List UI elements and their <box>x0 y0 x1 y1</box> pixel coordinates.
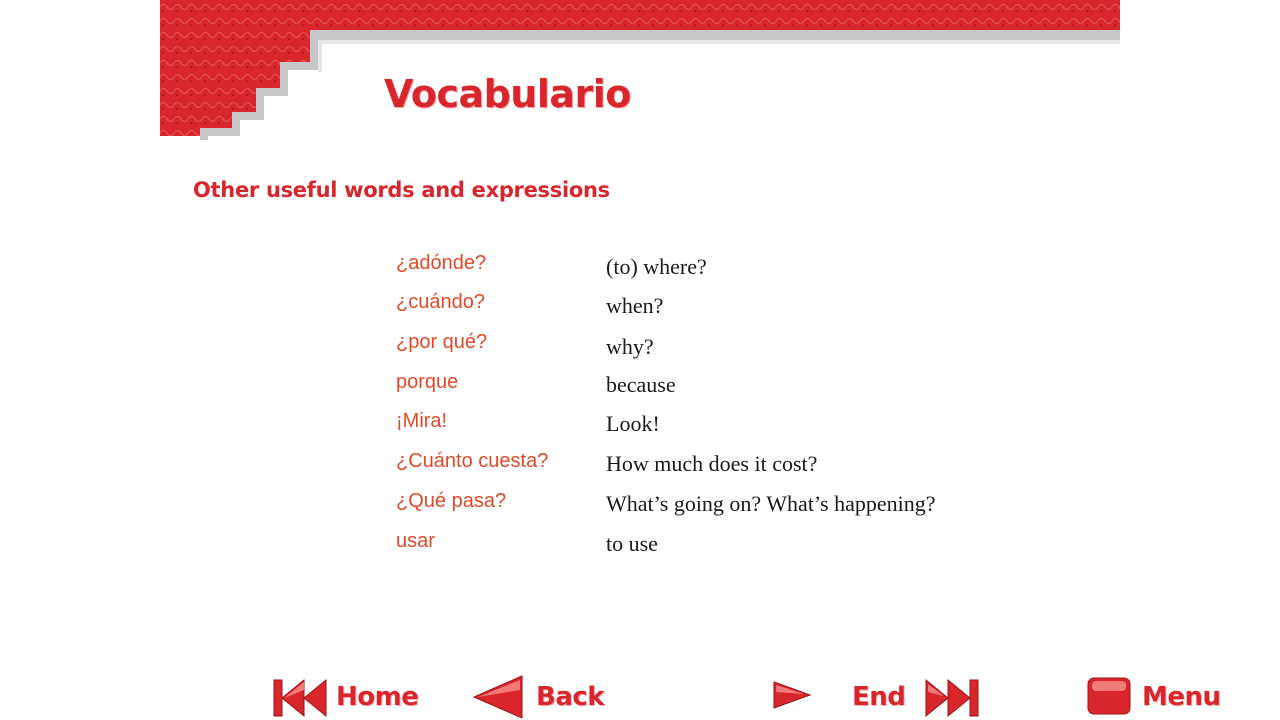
list-item <box>0 530 1280 570</box>
menu-square-icon <box>1086 676 1132 716</box>
list-item <box>0 490 1280 530</box>
spanish-term: ¿cuándo? <box>396 291 485 313</box>
back-label: Back <box>536 682 605 712</box>
spanish-term: usar <box>396 530 435 552</box>
english-translation: why? <box>606 334 654 359</box>
menu-label: Menu <box>1142 682 1221 712</box>
english-translation: because <box>606 372 676 397</box>
list-item <box>0 291 1280 331</box>
skip-back-icon <box>270 676 330 720</box>
arrow-right-icon <box>772 678 812 712</box>
english-translation: How much does it cost? <box>606 451 818 476</box>
end-button[interactable] <box>852 672 1002 720</box>
list-item <box>0 410 1280 450</box>
english-translation: Look! <box>606 411 660 436</box>
arrow-left-icon <box>470 674 526 720</box>
spanish-term: ¡Mira! <box>396 410 448 432</box>
list-item <box>0 331 1280 371</box>
page-title: Vocabulario <box>384 72 631 116</box>
skip-forward-icon <box>922 676 982 720</box>
next-button[interactable] <box>772 678 812 712</box>
list-item <box>0 252 1280 292</box>
english-translation: (to) where? <box>606 254 707 279</box>
end-label: End <box>852 682 906 712</box>
spanish-term: ¿Qué pasa? <box>396 490 507 512</box>
english-translation: What’s going on? What’s happening? <box>606 491 936 516</box>
home-button[interactable] <box>270 672 440 720</box>
spanish-term: ¿Cuánto cuesta? <box>396 450 549 472</box>
english-translation: when? <box>606 293 664 318</box>
bottom-navigation <box>0 664 1280 720</box>
spanish-term: porque <box>396 371 459 393</box>
home-label: Home <box>336 682 419 712</box>
spanish-term: ¿adónde? <box>396 252 487 274</box>
spanish-term: ¿por qué? <box>396 331 488 353</box>
back-button[interactable] <box>470 672 630 720</box>
section-subtitle: Other useful words and expressions <box>193 178 610 202</box>
menu-button[interactable] <box>1086 672 1246 720</box>
list-item <box>0 371 1280 411</box>
list-item <box>0 450 1280 490</box>
header-banner <box>160 0 1120 140</box>
english-translation: to use <box>606 531 658 556</box>
